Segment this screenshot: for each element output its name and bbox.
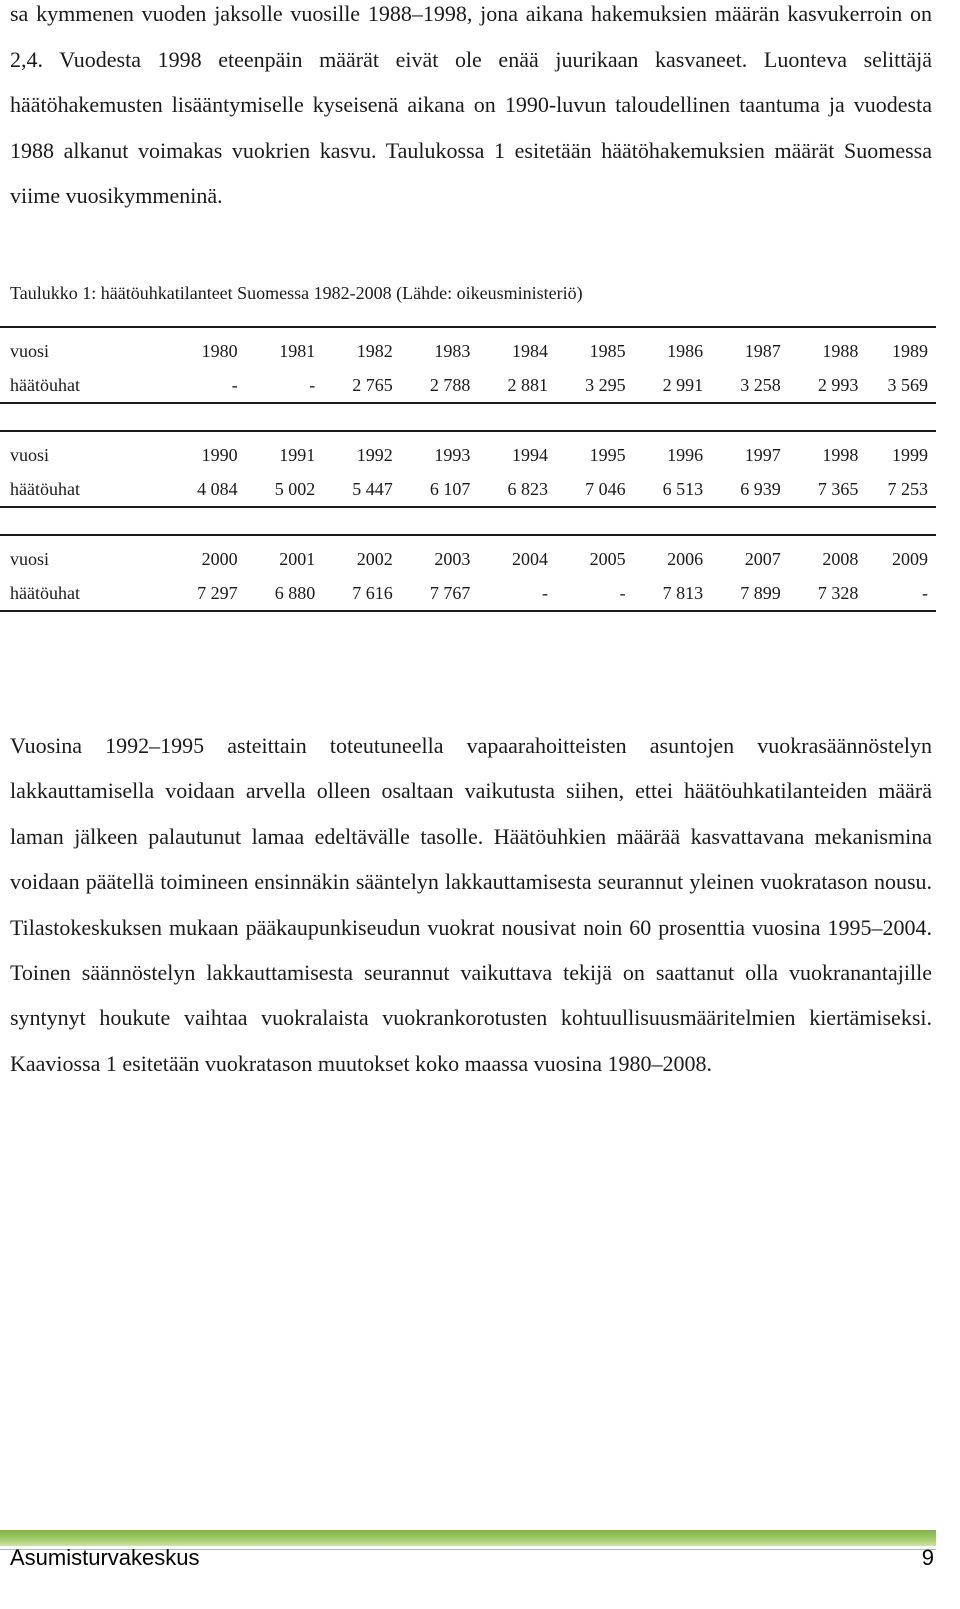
year-cell: 1993 — [434, 444, 471, 465]
eviction-table-1990s — [0, 432, 936, 506]
count-cell: 7 616 — [352, 582, 393, 603]
count-cell: 6 880 — [274, 582, 316, 603]
count-cell: - — [231, 374, 238, 395]
year-cell: 1996 — [667, 444, 704, 465]
count-cell: 7 899 — [740, 582, 781, 603]
year-cell: 1988 — [822, 340, 859, 361]
year-cell: 1997 — [744, 444, 781, 465]
year-cell: 1990 — [201, 444, 238, 465]
count-cell: 6 823 — [507, 478, 548, 499]
year-row — [0, 536, 936, 576]
count-cell: 7 297 — [197, 582, 238, 603]
table-caption: Taulukko 1: häätöuhkatilanteet Suomessa 1982-2008 (Lähde: oikeusministeriö) — [10, 283, 583, 303]
year-cell: 1991 — [279, 444, 316, 465]
year-cell: 1999 — [892, 444, 928, 465]
row-label-count: häätöuhat — [10, 582, 80, 603]
body-paragraph: Vuosina 1992–1995 asteittain toteutuneella vapaarahoitteisten asuntojen vuokrasäännöstelyn lakkauttamisella voidaan arvella olleen osaltaan vaikutusta siihen, ettei häätöuhkatilanteiden määrä laman jälkeen palautunut lamaa edeltävälle tasolle. Häätöuhkien määrää kasvattavana mekanismina voidaan päätellä toimineen ensinnäkin sääntelyn lakkauttamisesta seurannut yleinen vuokratason nousu. Tilastokeskuksen mukaan pääkaupunkiseudun vuokrat nousivat noin 60 prosenttia vuosina 1995–2004. Toinen säännöstelyn lakkauttamisesta seurannut vaikuttava tekijä on saattanut olla vuokranantajille syntynyt houkute vaihtaa vuokralaista vuokrankorotusten kohtuullisuusmääritelmien kiertämiseksi. Kaaviossa 1 esitetään vuokratason muutokset koko maassa vuosina 1980–2008. — [10, 733, 932, 1076]
row-label-count: häätöuhat — [10, 374, 80, 395]
year-cell: 2003 — [434, 548, 471, 569]
row-label-year: vuosi — [10, 548, 50, 569]
row-label-count: häätöuhat — [10, 478, 80, 499]
count-cell: 2 991 — [662, 374, 704, 395]
year-cell: 1986 — [667, 340, 704, 361]
year-row — [0, 432, 936, 472]
count-cell: 4 084 — [197, 478, 238, 499]
year-cell: 1981 — [279, 340, 316, 361]
count-row — [0, 472, 936, 506]
count-cell: - — [541, 582, 548, 603]
year-cell: 2005 — [589, 548, 626, 569]
footer-accent-bar — [0, 1530, 936, 1546]
year-cell: 1983 — [434, 340, 471, 361]
count-cell: 6 513 — [662, 478, 704, 499]
count-cell: 6 107 — [429, 478, 471, 499]
year-cell: 2006 — [667, 548, 704, 569]
count-cell: 2 765 — [352, 374, 393, 395]
count-cell: 3 258 — [740, 374, 781, 395]
count-cell: 2 881 — [507, 374, 548, 395]
count-cell: 2 788 — [429, 374, 471, 395]
year-cell: 2002 — [356, 548, 393, 569]
year-cell: 1985 — [589, 340, 626, 361]
count-row — [0, 368, 936, 402]
table-block-1980s — [0, 326, 936, 404]
year-cell: 1982 — [356, 340, 393, 361]
count-cell: 2 993 — [817, 374, 859, 395]
eviction-table-2000s — [0, 536, 936, 610]
year-cell: 1992 — [356, 444, 393, 465]
year-cell: 1989 — [892, 340, 928, 361]
count-cell: 7 767 — [429, 582, 471, 603]
count-cell: 7 253 — [887, 478, 928, 499]
count-cell: - — [619, 582, 626, 603]
year-cell: 2009 — [892, 548, 928, 569]
year-cell: 1998 — [822, 444, 859, 465]
row-label-year: vuosi — [10, 444, 50, 465]
year-cell: 2008 — [822, 548, 859, 569]
count-cell: 3 569 — [887, 374, 928, 395]
count-cell: 7 365 — [817, 478, 859, 499]
row-label-year: vuosi — [10, 340, 50, 361]
eviction-table-1980s — [0, 328, 936, 402]
table-block-1990s — [0, 430, 936, 508]
year-cell: 1984 — [511, 340, 548, 361]
year-cell: 1980 — [201, 340, 238, 361]
count-cell: 7 813 — [662, 582, 704, 603]
count-cell: - — [309, 374, 316, 395]
count-cell: 6 939 — [740, 478, 781, 499]
year-cell: 2000 — [201, 548, 238, 569]
count-cell: 3 295 — [585, 374, 626, 395]
count-cell: 5 447 — [352, 478, 393, 499]
count-cell: 5 002 — [274, 478, 316, 499]
footer-organization: Asumisturvakeskus — [10, 1545, 200, 1570]
year-cell: 1994 — [511, 444, 548, 465]
year-cell: 2001 — [279, 548, 316, 569]
count-row — [0, 576, 936, 610]
count-cell: 7 046 — [585, 478, 626, 499]
year-cell: 1995 — [589, 444, 626, 465]
intro-paragraph: sa kymmenen vuoden jaksolle vuosille 1988–1998, jona aikana hakemuksien määrän kasvukerroin on 2,4. Vuodesta 1998 eteenpäin määrät eivät ole enää juurikaan kasvaneet. Luonteva selittäjä häätöhakemusten lisääntymiselle kyseisenä aikana on 1990-luvun taloudellinen taantuma ja vuodesta 1988 alkanut voimakas vuokrien kasvu. Taulukossa 1 esitetään häätöhakemuksien määrät Suomessa viime vuosikymmeninä. — [10, 1, 932, 208]
year-cell: 1987 — [744, 340, 781, 361]
count-cell: - — [922, 582, 928, 603]
year-cell: 2007 — [744, 548, 781, 569]
year-row — [0, 328, 936, 368]
year-cell: 2004 — [511, 548, 548, 569]
count-cell: 7 328 — [817, 582, 859, 603]
page-number: 9 — [921, 1545, 934, 1570]
table-block-2000s — [0, 534, 936, 612]
